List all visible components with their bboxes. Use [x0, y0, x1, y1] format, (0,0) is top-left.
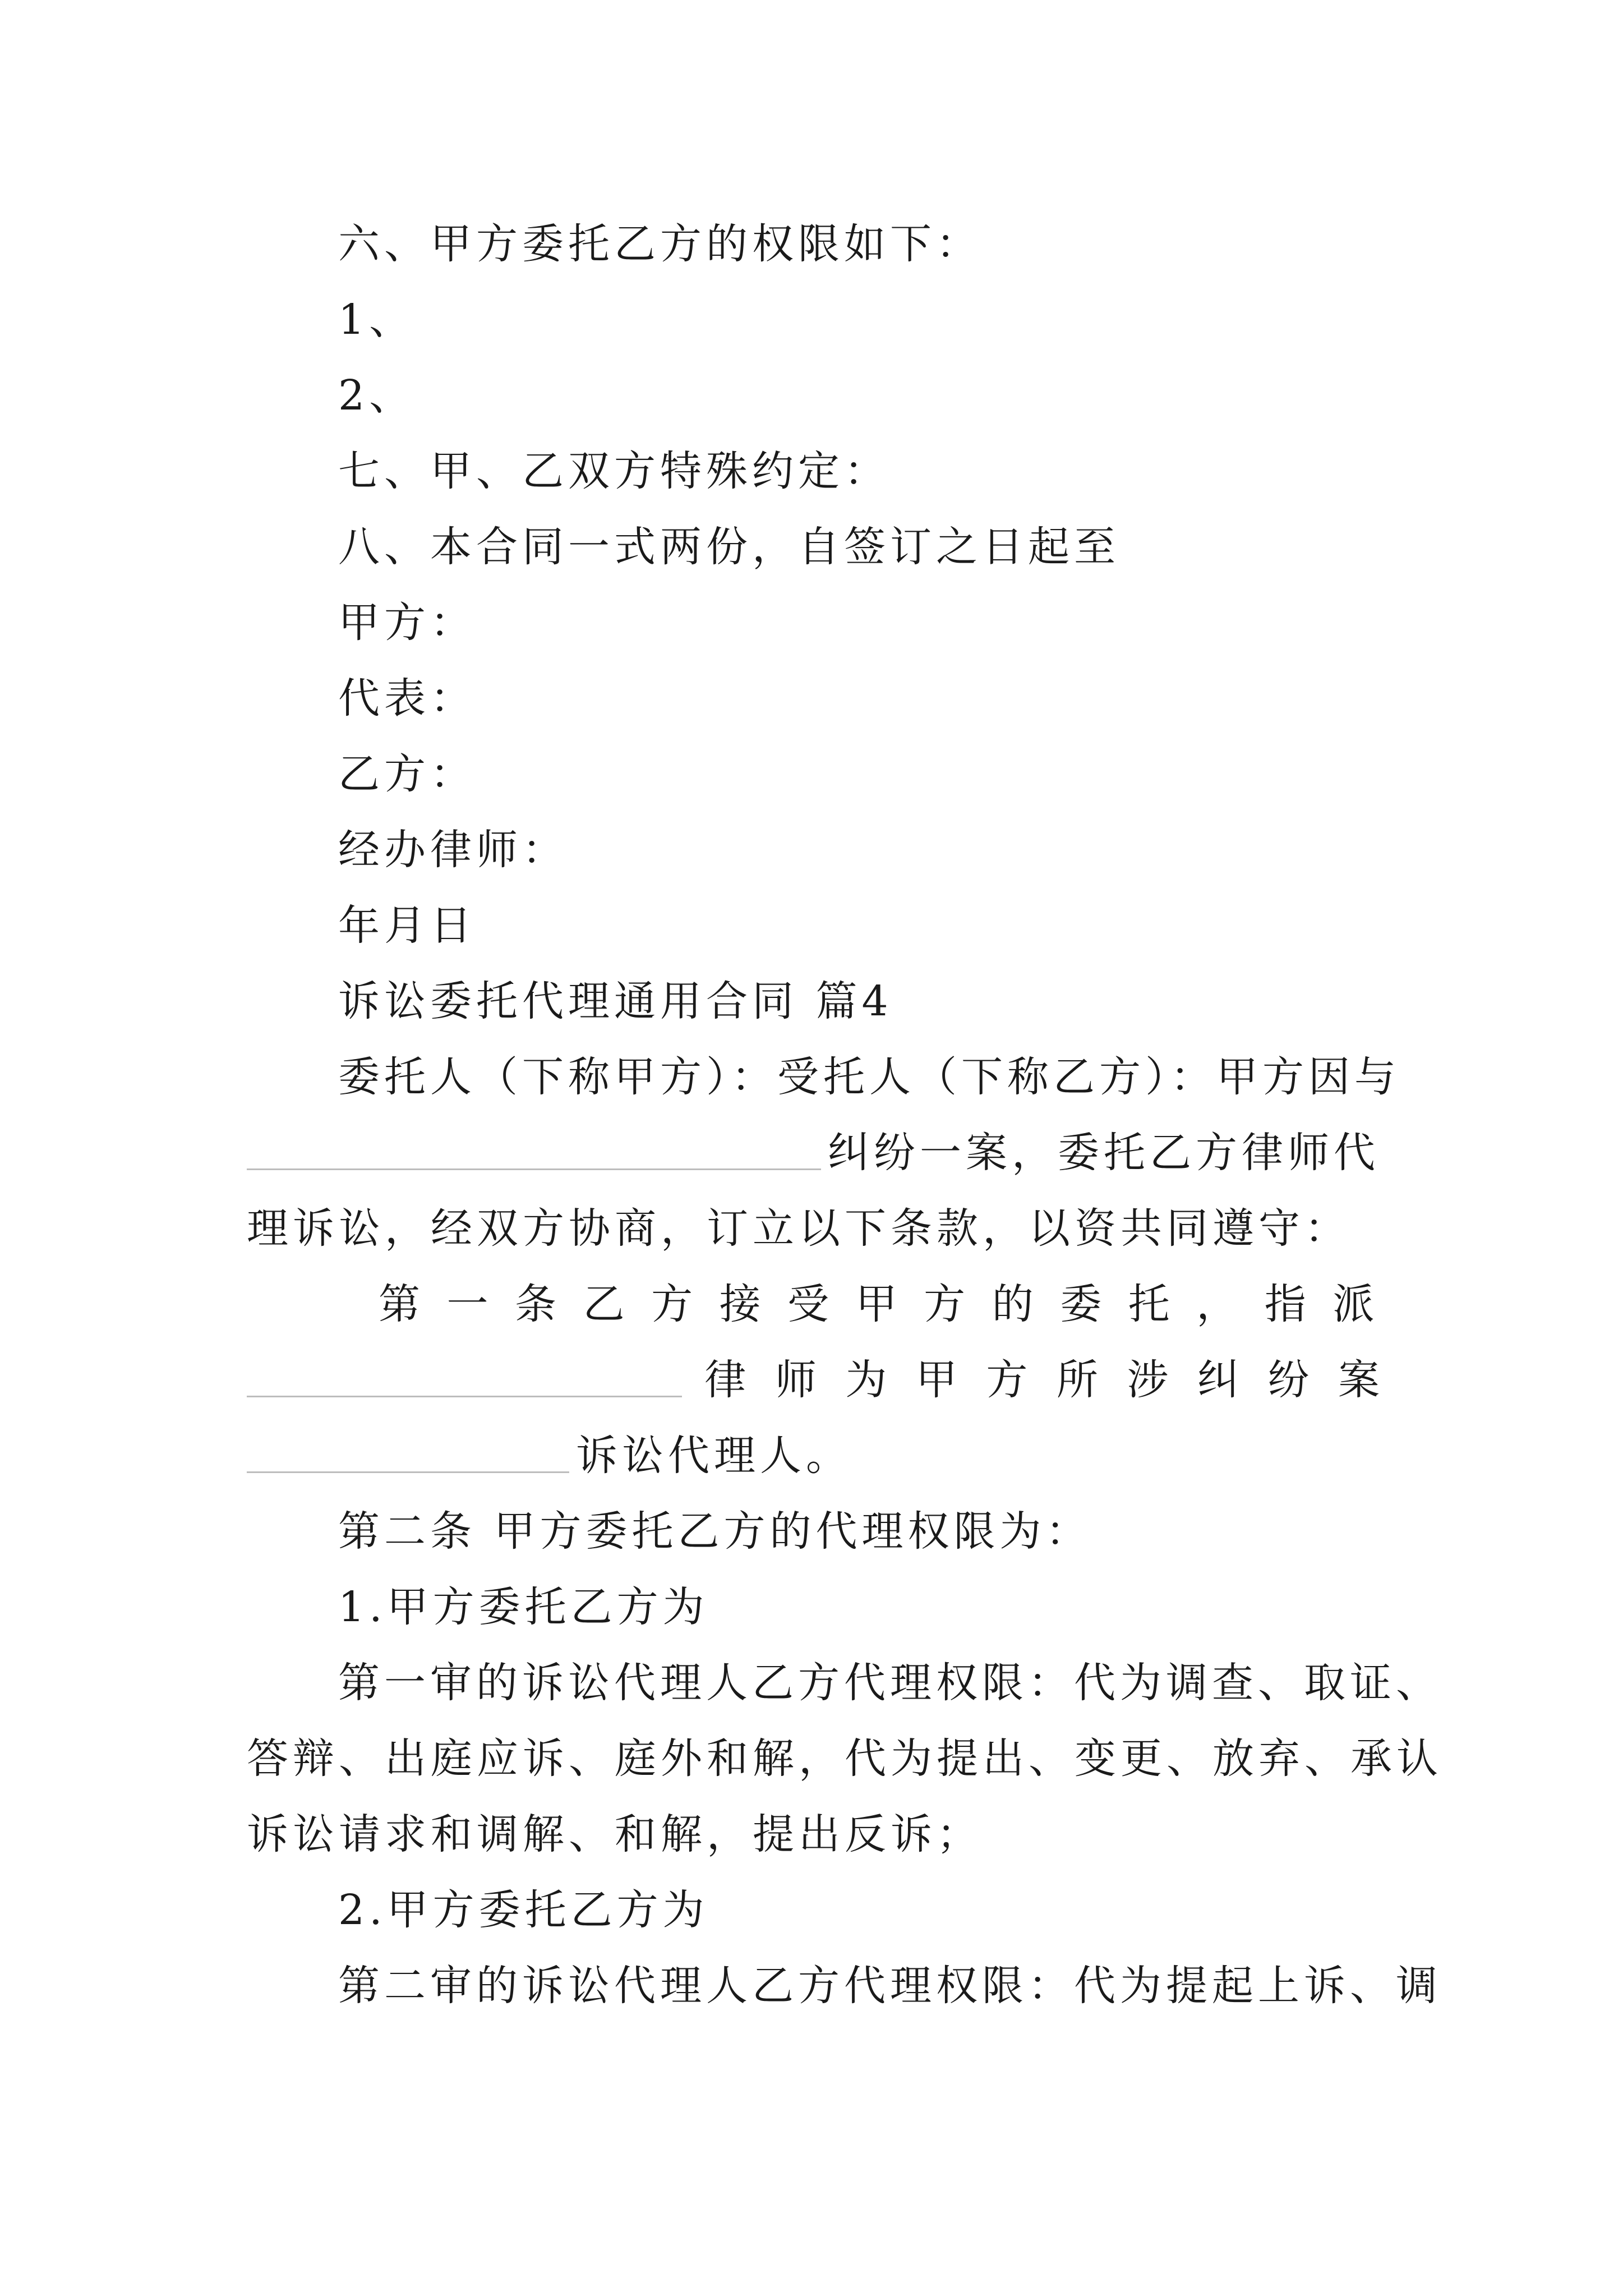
- article-one-line-1: [379, 1276, 1380, 1332]
- first-instance-line-1: 第一审的诉讼代理人乙方代理权限：代为调查、取证、: [338, 1659, 1442, 1707]
- authority-item-1: 1.甲方委托乙方为: [338, 1583, 709, 1631]
- party-b-label: 乙方：: [338, 750, 476, 798]
- handling-lawyer-label: 经办律师：: [338, 826, 568, 874]
- blank-line: [247, 1125, 821, 1170]
- intro-line-1: 委托人（下称甲方）：受托人（下称乙方）：甲方因与: [338, 1053, 1400, 1101]
- date-label: 年月日: [338, 901, 476, 950]
- first-instance-line-3: 诉讼请求和调解、和解，提出反诉；: [247, 1810, 983, 1858]
- authority-item-2: 2.甲方委托乙方为: [338, 1886, 709, 1934]
- clause-six: 六、甲方委托乙方的权限如下：: [338, 220, 982, 268]
- intro-line-3: 理诉讼，经双方协商，订立以下条款，以资共同遵守：: [247, 1204, 1350, 1253]
- article-one-line-1-text: 第 一 条 乙 方 接 受 甲 方 的 委 托 ， 指 派: [379, 1280, 1375, 1328]
- representative-label: 代表：: [338, 674, 476, 723]
- article-one-line-3: [247, 1428, 1380, 1484]
- article-one-line-2-text: 律 师 为 甲 方 所 涉 纠 纷 案: [704, 1356, 1380, 1404]
- party-a-label: 甲方：: [338, 599, 476, 647]
- section-title: 诉讼委托代理通用合同 篇4: [338, 977, 893, 1025]
- intro-line-2-text: 纠纷一案，委托乙方律师代: [828, 1129, 1380, 1177]
- intro-line-2: [247, 1125, 1380, 1181]
- item-1: 1、: [338, 296, 416, 344]
- first-instance-line-2: 答辩、出庭应诉、庭外和解，代为提出、变更、放弃、承认: [247, 1734, 1442, 1783]
- blank-line: [247, 1428, 569, 1473]
- article-two: 第二条 甲方委托乙方的代理权限为：: [338, 1507, 1092, 1556]
- blank-line: [247, 1352, 682, 1397]
- clause-seven: 七、甲、乙双方特殊约定：: [338, 447, 890, 495]
- article-one-line-2: [247, 1352, 1380, 1408]
- article-one-line-3-text: 诉讼代理人。: [576, 1432, 852, 1480]
- second-instance-line-1: 第二审的诉讼代理人乙方代理权限：代为提起上诉、调: [338, 1962, 1442, 2010]
- clause-eight: 八、本合同一式两份，自签订之日起至: [338, 523, 1120, 571]
- item-2: 2、: [338, 371, 416, 420]
